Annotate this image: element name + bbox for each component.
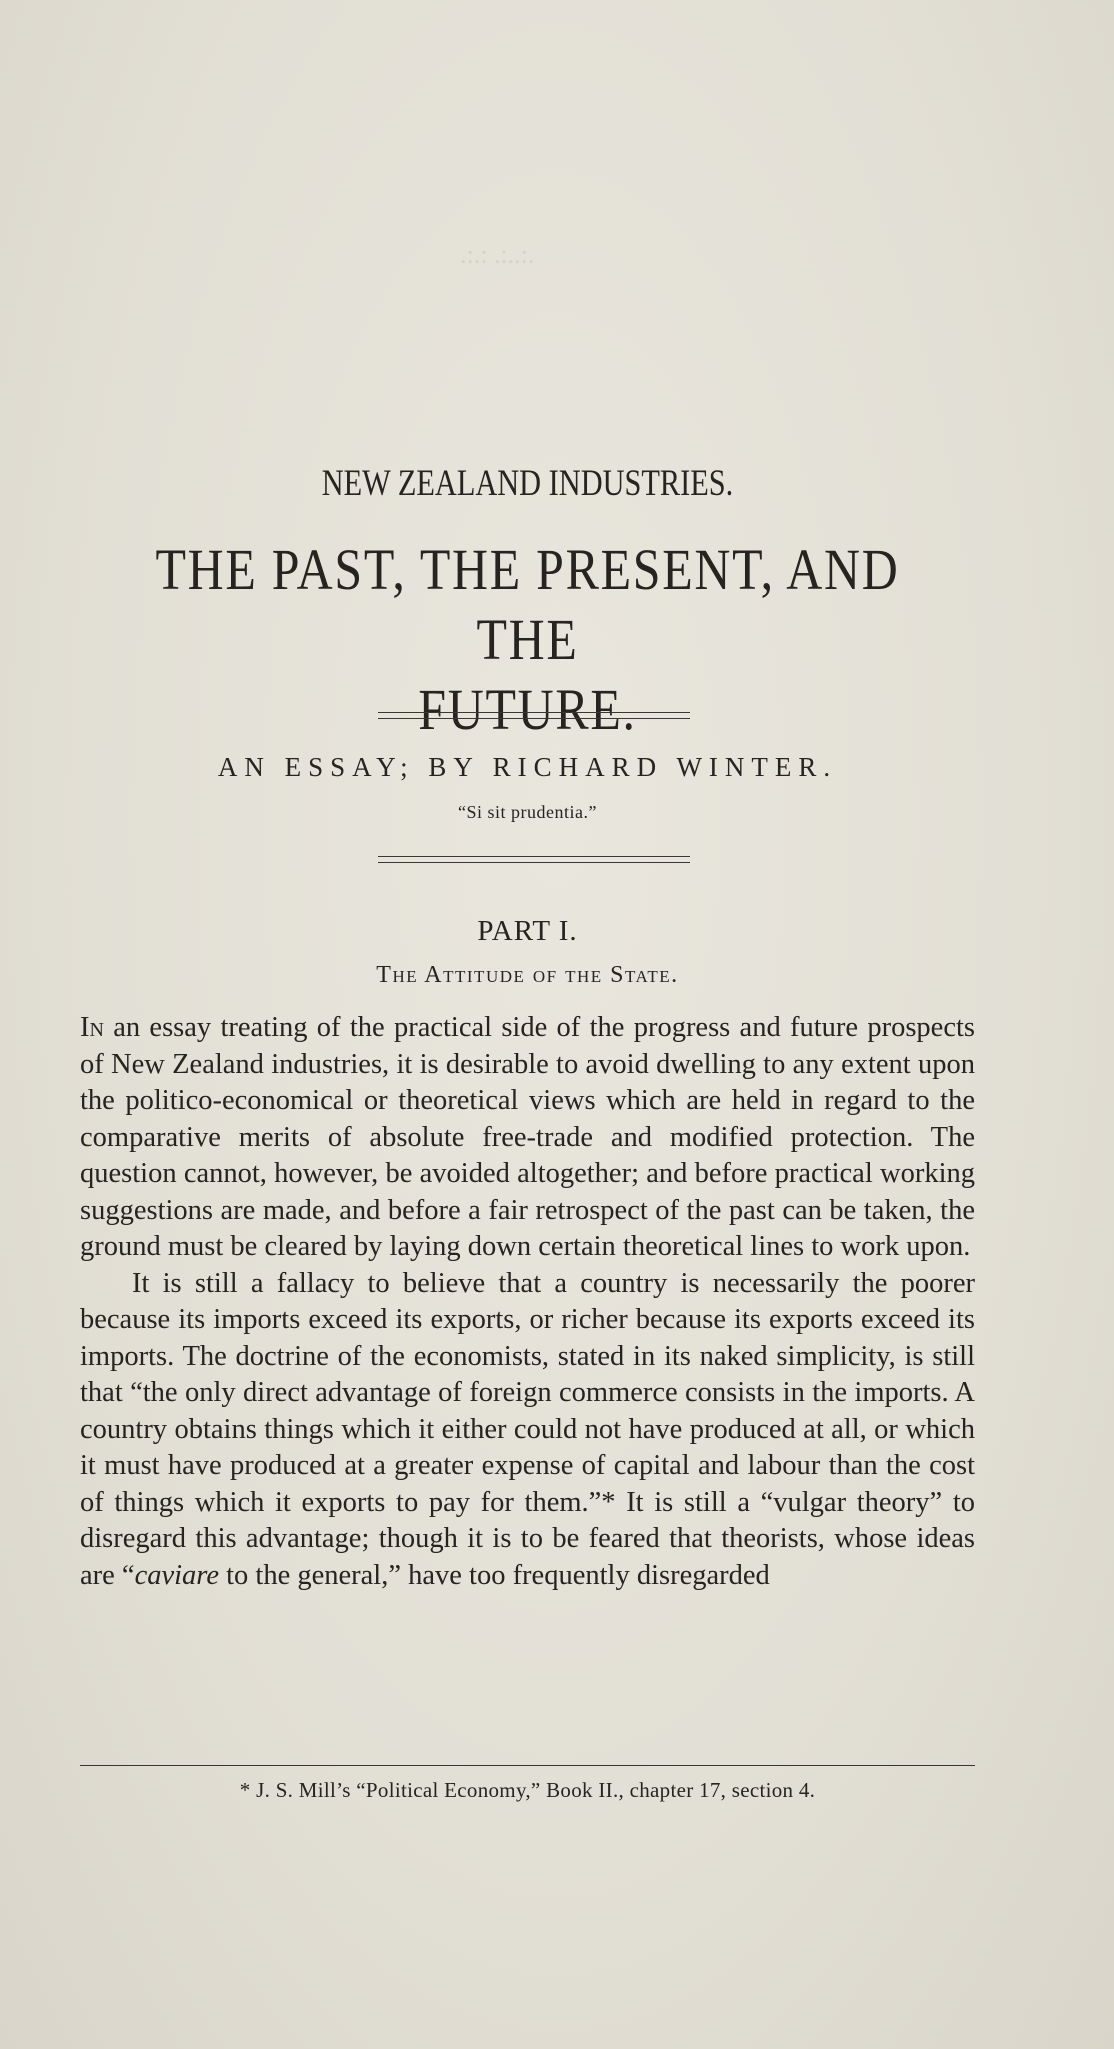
main-title <box>143 535 913 745</box>
byline: AN ESSAY; BY RICHARD WINTER. <box>217 752 838 782</box>
paragraph-2-text-b: to the general,” have too frequently disregarded <box>218 1559 770 1591</box>
main-title-line2: FUTURE. <box>418 677 637 742</box>
paragraph-1 <box>80 1010 975 1266</box>
divider-bottom-2 <box>378 862 690 863</box>
header-title: NEW ZEALAND INDUSTRIES. <box>321 463 734 504</box>
footnote-divider <box>80 1765 975 1766</box>
paragraph-1-text: an essay treating of the practical side of the progress and future prospects of New Zealand industries, it is desirable to avoid dwelling to any extent upon the politico-economical or theoretical views which are held in regard to the comparative merits of absolute free-trade and modified protection. The question cannot, however, be avoided altogether; and before practical working suggestions are made, and before a fair retrospect of the past can be taken, the ground must be cleared by laying down certain theoretical lines to work upon. <box>80 1012 975 1262</box>
main-title-line1: THE PAST, THE PRESENT, AND THE <box>155 537 900 672</box>
show-through-text: .:..:. :.:. <box>460 240 535 269</box>
divider-bottom-1 <box>378 856 690 857</box>
paragraph-2-italic: caviare <box>134 1559 219 1591</box>
paragraph-2 <box>80 1266 975 1595</box>
part-heading: PART I. <box>477 915 578 947</box>
motto: “Si sit prudentia.” <box>458 802 597 822</box>
footnote: * J. S. Mill’s “Political Economy,” Book II., chapter 17, section 4. <box>239 1778 816 1802</box>
body-text <box>80 1010 975 1594</box>
paragraph-2-text-a: It is still a fallacy to believe that a country is necessarily the poorer because its imports exceed its exports, or richer because its exports exceed its imports. The doctrine of the economists, stated in its naked simplicity, is still that “the only direct advantage of foreign commerce consists in the imports. A country obtains things which it either could not have produced at all, or which it must have produced at a greater expense of capital and labour than the cost of things which it exports to pay for them.”* It is still a “vulgar theory” to disregard this advantage; though it is to be feared that theorists, whose ideas are “ <box>80 1267 975 1591</box>
divider-top-2 <box>378 718 690 719</box>
divider-top-1 <box>378 712 690 713</box>
paragraph-1-initial: In <box>80 1012 104 1043</box>
section-heading: The Attitude of the State. <box>376 962 679 988</box>
